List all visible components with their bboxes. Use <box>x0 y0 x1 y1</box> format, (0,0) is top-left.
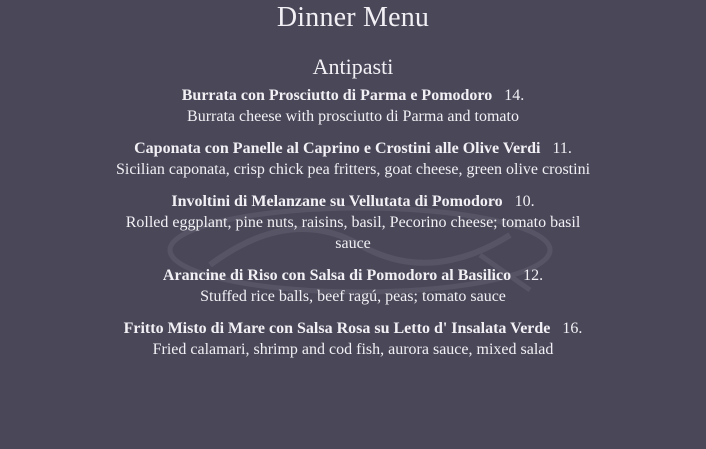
page-title: Dinner Menu <box>276 2 430 33</box>
menu-item-heading <box>113 318 593 339</box>
menu-item-heading <box>113 265 593 286</box>
menu-item-price: 14. <box>504 87 525 104</box>
menu-item <box>113 318 593 360</box>
menu-item-heading <box>113 191 593 212</box>
menu-item-description: Burrata cheese with prosciutto di Parma and tomato <box>187 108 519 125</box>
menu-item-price: 12. <box>523 267 544 284</box>
menu-item <box>113 265 593 307</box>
menu-item-name: Burrata con Prosciutto di Parma e Pomodoro <box>181 87 493 104</box>
menu-item <box>113 85 593 127</box>
menu-item-name: Arancine di Riso con Salsa di Pomodoro al Basilico <box>162 267 512 284</box>
menu-item <box>113 191 593 254</box>
menu-item-description: Sicilian caponata, crisp chick pea fritters, goat cheese, green olive crostini <box>115 161 591 178</box>
menu-item-name: Involtini di Melanzane su Vellutata di Pomodoro <box>171 193 503 210</box>
menu-item-price: 16. <box>562 320 583 337</box>
menu-item-description: Stuffed rice balls, beef ragú, peas; tomato sauce <box>200 288 506 305</box>
menu-item-name: Caponata con Panelle al Caprino e Crostini alle Olive Verdi <box>134 140 541 157</box>
menu-item-price: 11. <box>552 140 572 157</box>
menu-item-heading <box>113 85 593 106</box>
section-title-antipasti: Antipasti <box>312 54 394 79</box>
menu-item-description: Fried calamari, shrimp and cod fish, aurora sauce, mixed salad <box>152 341 554 358</box>
menu-item-heading <box>113 138 593 159</box>
menu-item-description: Rolled eggplant, pine nuts, raisins, basil, Pecorino cheese; tomato basil sauce <box>125 214 581 252</box>
menu-item-price: 10. <box>514 193 535 210</box>
menu-item <box>113 138 593 180</box>
menu-item-name: Fritto Misto di Mare con Salsa Rosa su Letto d' Insalata Verde <box>123 320 551 337</box>
